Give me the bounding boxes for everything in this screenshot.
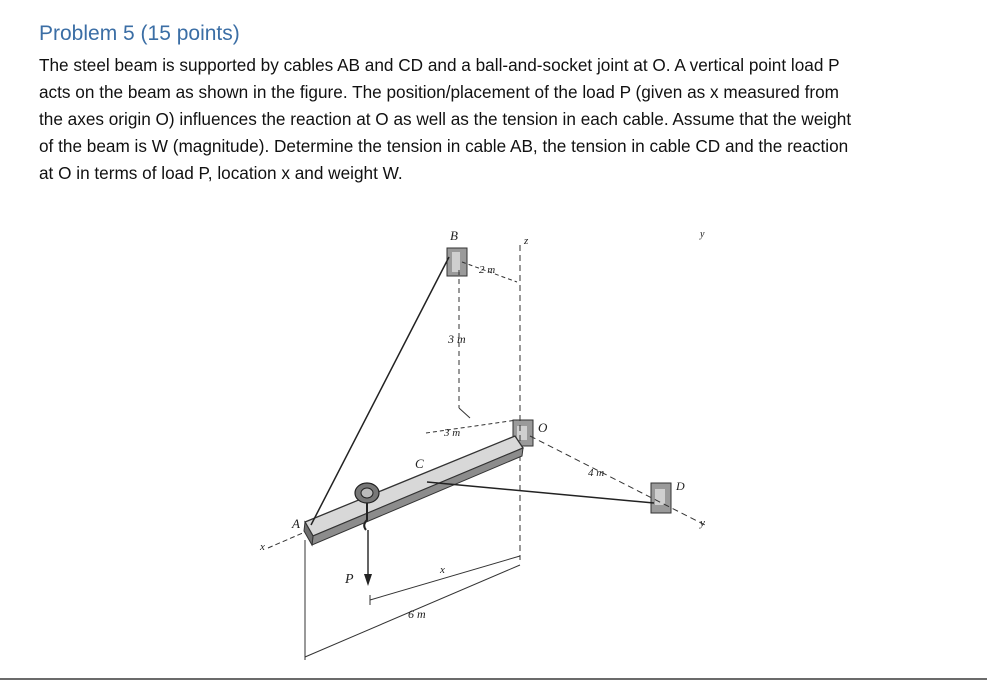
label-6m: 6 m bbox=[408, 607, 426, 621]
label-y-top: y bbox=[700, 229, 705, 240]
steel-beam bbox=[304, 436, 523, 545]
label-d: D bbox=[676, 479, 685, 493]
label-2m: 2 m bbox=[479, 264, 496, 276]
problem-line-1: The steel beam is supported by cables AB and CD and a ball-and-socket joint at O. A vertical point load P bbox=[39, 55, 840, 75]
load-p-arrow bbox=[364, 530, 372, 586]
beam-diagram bbox=[250, 215, 730, 670]
wall-plate-d bbox=[651, 483, 671, 513]
problem-line-2: acts on the beam as shown in the figure. The position/placement of the load P (given as x measured from bbox=[39, 82, 839, 102]
label-3m-beam: 3 m bbox=[444, 427, 461, 439]
dim-line-3m-beam bbox=[426, 420, 517, 433]
label-o: O bbox=[538, 420, 548, 435]
bottom-divider bbox=[0, 678, 987, 680]
cable-cd bbox=[427, 482, 654, 503]
label-z: z bbox=[524, 235, 529, 247]
wall-plate-b bbox=[447, 248, 467, 276]
label-c: C bbox=[415, 456, 424, 471]
beam-figure bbox=[250, 215, 730, 670]
label-b: B bbox=[450, 228, 458, 243]
problem-line-5: at O in terms of load P, location x and weight W. bbox=[39, 163, 403, 183]
problem-statement bbox=[39, 52, 929, 187]
problem-line-4: of the beam is W (magnitude). Determine the tension in cable AB, the tension in cable CD and the reaction bbox=[39, 136, 849, 156]
x-axis bbox=[268, 532, 305, 548]
label-a: A bbox=[292, 516, 300, 531]
label-p: P bbox=[345, 572, 354, 587]
label-y-axis: y bbox=[700, 517, 705, 529]
label-x-axis: x bbox=[260, 541, 265, 553]
dim-line-x bbox=[370, 556, 520, 600]
label-4m: 4 m bbox=[588, 467, 605, 479]
label-3m-vertical: 3 m bbox=[448, 332, 466, 346]
problem-title: Problem 5 (15 points) bbox=[39, 22, 240, 45]
label-x-dim: x bbox=[440, 564, 445, 576]
problem-line-3: the axes origin O) influences the reaction at O as well as the tension in each cable. Assume that the weight bbox=[39, 109, 852, 129]
